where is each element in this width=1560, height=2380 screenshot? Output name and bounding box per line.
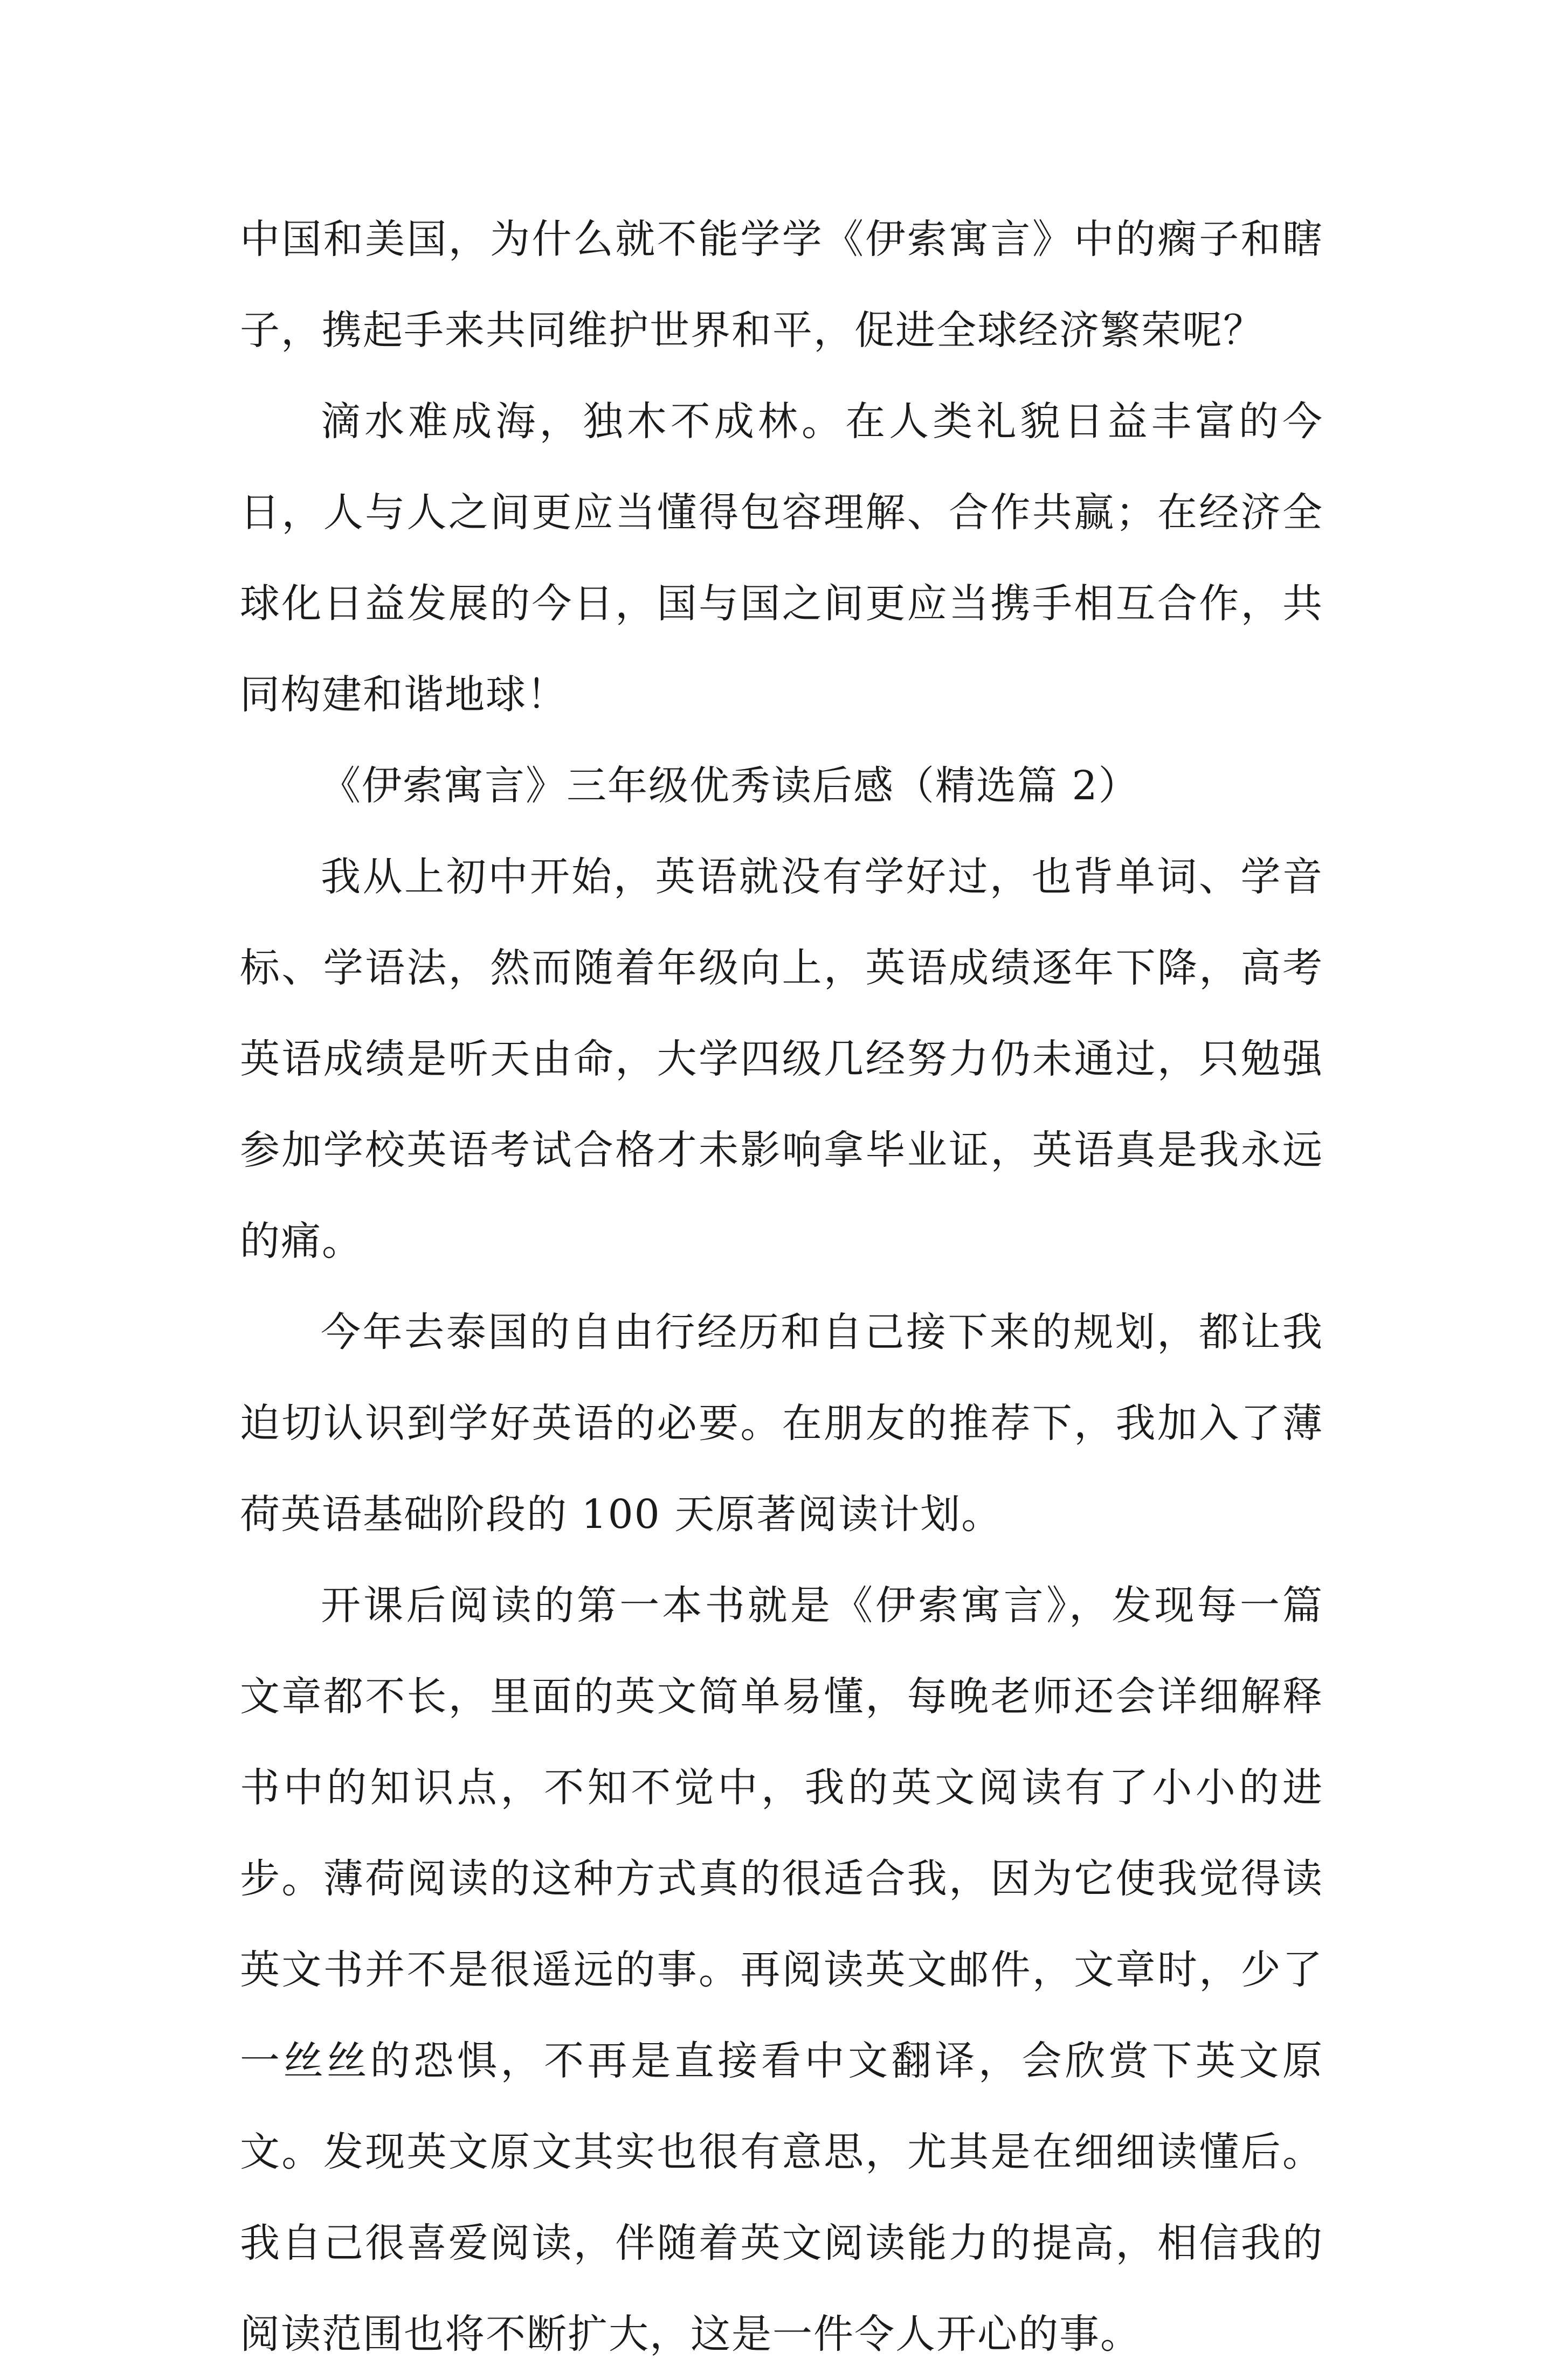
paragraph-aesop-reading: 开课后阅读的第一本书就是《伊索寓言》，发现每一篇文章都不长，里面的英文简单易懂，每晚老师还会详细解释书中的知识点，不知不觉中，我的英文阅读有了小小的进步。薄荷阅读的这种方式真的很适合我，因为它使我觉得读英文书并不是很遥远的事。再阅读英文邮件，文章时，少了一丝丝的恐惧，不再是直接看中文翻译，会欣赏下英文原文。发现英文原文其实也很有意思，尤其是在细细读懂后。我自己很喜爱阅读，伴随着英文阅读能力的提高，相信我的阅读范围也将不断扩大，这是一件令人开心的事。: [240, 1582, 1323, 2357]
document-body: [240, 194, 1323, 2380]
paragraph-conclusion: 滴水难成海，独木不成林。在人类礼貌日益丰富的今日，人与人之间更应当懂得包容理解、合作共赢；在经济全球化日益发展的今日，国与国之间更应当携手相互合作，共同构建和谐地球！: [240, 398, 1323, 718]
paragraph-english-learning: 我从上初中开始，英语就没有学好过，也背单词、学音标、学语法，然而随着年级向上，英语成绩逐年下降，高考英语成绩是听天由命，大学四级几经努力仍未通过，只勉强参加学校英语考试合格才未影响拿毕业证，英语真是我永远的痛。: [240, 854, 1323, 1264]
section-heading: 《伊索寓言》三年级优秀读后感（精选篇 2）: [321, 763, 1140, 809]
paragraph-reading-plan: 今年去泰国的自由行经历和自己接下来的规划，都让我迫切认识到学好英语的必要。在朋友的推荐下，我加入了薄荷英语基础阶段的 100 天原著阅读计划。: [240, 1309, 1323, 1538]
paragraph-continued: 中国和美国，为什么就不能学学《伊索寓言》中的瘸子和瞎子，携起手来共同维护世界和平，促进全球经济繁荣呢？: [240, 216, 1323, 354]
